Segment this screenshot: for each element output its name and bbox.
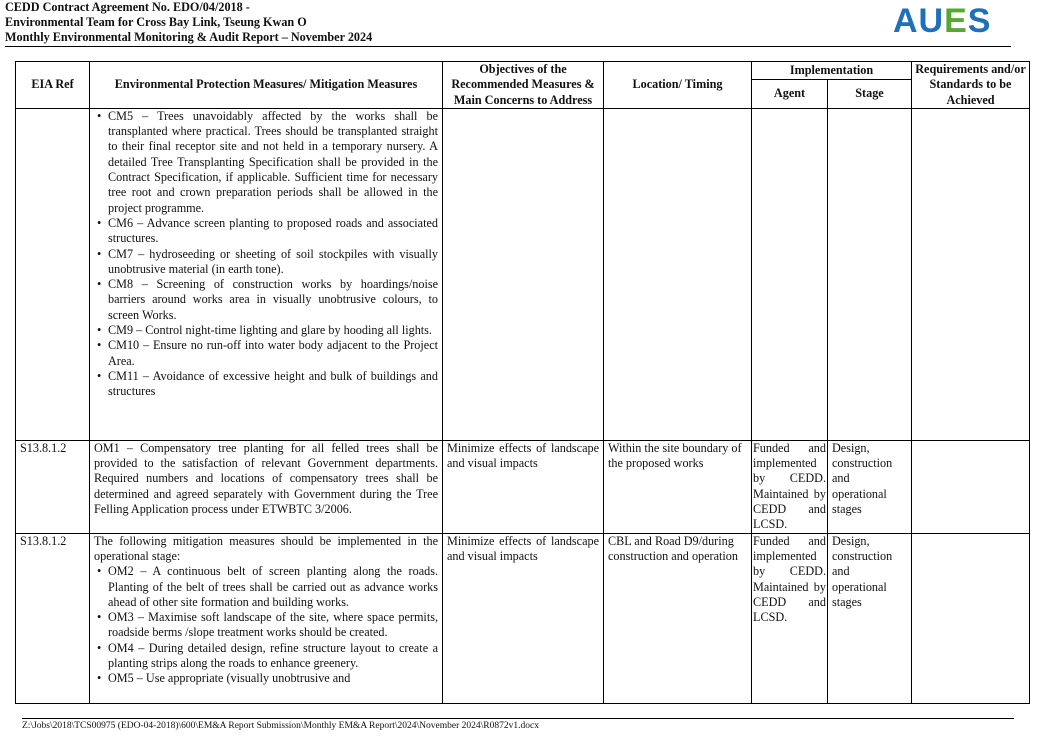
header-measures: Environmental Protection Measures/ Mitigation Measures <box>90 62 443 109</box>
list-item: • CM10 – Ensure no run-off into water body adjacent to the Project Area. <box>108 338 438 369</box>
stage-cell: Design, construction and operational stages <box>828 440 912 533</box>
table-row <box>16 533 1030 703</box>
location-cell: CBL and Road D9/during construction and operation <box>604 533 752 703</box>
location-cell: Within the site boundary of the proposed works <box>604 440 752 533</box>
list-item: • CM6 – Advance screen planting to proposed roads and associated structures. <box>108 216 438 247</box>
header-eia-ref: EIA Ref <box>16 62 90 109</box>
header-line-2: Environmental Team for Cross Bay Link, Tseung Kwan O <box>5 15 307 30</box>
list-item: • CM8 – Screening of construction works by hoardings/noise barriers around works area in visually unobtrusive colours, to screen Works. <box>108 277 438 323</box>
objective-cell: Minimize effects of landscape and visual impacts <box>443 440 604 533</box>
measures-cell: OM1 – Compensatory tree planting for all felled trees shall be provided to the satisfaction of relevant Government departments. Required numbers and locations of compensatory trees shall be determined and agreed separately with Government during the Tree Felling Application process under ETWBTC 3/2006. <box>90 440 443 533</box>
eia-ref-cell: S13.8.1.2 <box>16 533 90 703</box>
measures-cell <box>90 533 443 703</box>
construction-measures-list <box>94 109 438 400</box>
list-item: • CM11 – Avoidance of excessive height and bulk of buildings and structures <box>108 369 438 400</box>
header-divider <box>5 46 1011 47</box>
stage-cell: Design, construction and operational stages <box>828 533 912 703</box>
header-requirements: Requirements and/or Standards to be Achieved <box>912 62 1030 109</box>
list-item: • CM7 – hydroseeding or sheeting of soil stockpiles with visually unobtrusive material (in earth tone). <box>108 247 438 278</box>
operational-measures-list <box>94 564 438 686</box>
header-stage: Stage <box>828 79 912 108</box>
measures-intro: The following mitigation measures should be implemented in the operational stage: <box>94 533 438 563</box>
footer-divider <box>22 718 1014 719</box>
header-line-1: CEDD Contract Agreement No. EDO/04/2018 - <box>5 0 250 14</box>
footer-file-path: Z:\Jobs\2018\TCS00975 (EDO-04-2018)\600\EM&A Report Submission\Monthly EM&A Report\2024\November 2024\R0872v1.docx <box>22 721 539 731</box>
mitigation-measures-table <box>15 61 1030 704</box>
list-item: • OM5 – Use appropriate (visually unobtrusive and <box>108 671 438 686</box>
document-header <box>5 0 372 46</box>
aues-logo: AUES <box>893 2 992 40</box>
list-item: • CM9 – Control night-time lighting and glare by hooding all lights. <box>108 323 438 338</box>
list-item: • OM2 – A continuous belt of screen planting along the roads. Planting of the belt of trees shall be carried out as advance works ahead of other site formation and building works. <box>108 564 438 610</box>
table-row <box>16 108 1030 440</box>
list-item: • OM3 – Maximise soft landscape of the site, where space permits, roadside berms /slope treatment works should be created. <box>108 610 438 641</box>
agent-cell: Funded and implemented by CEDD. Maintained by CEDD and LCSD. <box>752 533 828 703</box>
eia-ref-cell: S13.8.1.2 <box>16 440 90 533</box>
list-item: • OM4 – During detailed design, refine structure layout to create a planting strips along the roads to enhance greenery. <box>108 641 438 672</box>
objective-cell: Minimize effects of landscape and visual impacts <box>443 533 604 703</box>
header-location: Location/ Timing <box>604 62 752 109</box>
header-agent: Agent <box>752 79 828 108</box>
eia-ref-cell <box>16 108 90 440</box>
header-line-3: Monthly Environmental Monitoring & Audit Report – November 2024 <box>5 30 373 45</box>
measures-cell <box>90 108 443 440</box>
header-implementation: Implementation <box>752 62 912 80</box>
agent-cell: Funded and implemented by CEDD. Maintained by CEDD and LCSD. <box>753 440 826 532</box>
list-item: • CM5 – Trees unavoidably affected by the works shall be transplanted where practical. Trees should be transplanted straight to their final receptor site and not held in a temporary nursery. A detailed Tree Transplanting Specification shall be provided in the Contract Specification, if applicable. Sufficient time for necessary tree root and crown preparation periods shall be allowed in the project programme. <box>108 109 438 216</box>
header-objectives: Objectives of the Recommended Measures & Main Concerns to Address <box>443 62 604 109</box>
table-row <box>16 440 1030 533</box>
